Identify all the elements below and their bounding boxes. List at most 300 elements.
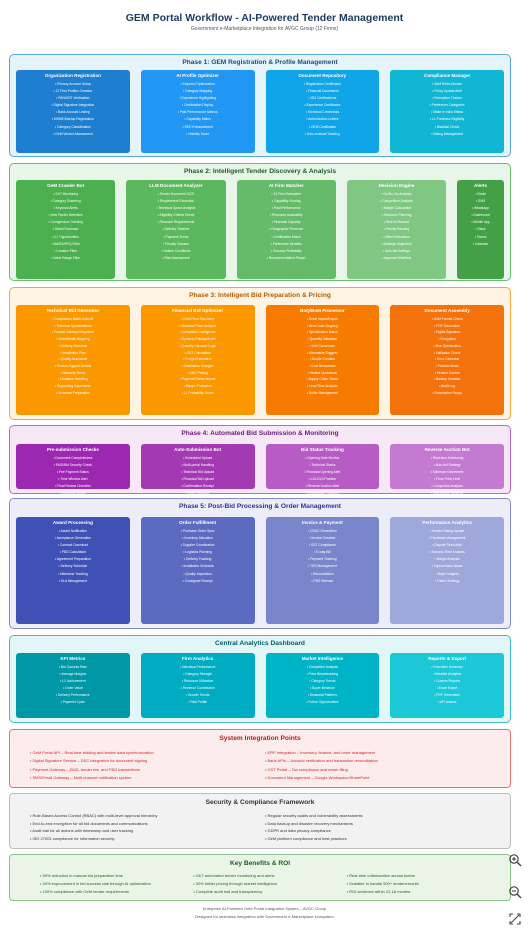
security-item: • ISO 27001 compliance for information security xyxy=(30,835,115,841)
card-item: • L1 Achievement xyxy=(60,679,86,684)
card-item: • Revenue Contribution xyxy=(180,686,215,691)
card-title: Document Assembly xyxy=(424,308,470,313)
benefits-column xyxy=(193,872,346,895)
card-item: • Agreement Preparation xyxy=(54,557,91,562)
card-item: • Supporting Documents xyxy=(55,384,91,389)
card-item: • Submission Ready xyxy=(432,390,462,395)
card-item: • Size Optimization xyxy=(433,343,461,348)
card-item: • GeM Rules Monitor xyxy=(431,82,463,86)
benefits-item: • 30% better pricing through market intelligence xyxy=(193,880,278,886)
card-item: • Auto-renewal Tracking xyxy=(305,131,340,136)
card-item: • Historical Price Analysis xyxy=(179,323,217,328)
card-item: • GeM Vendor Assessment xyxy=(53,131,93,136)
card-title: Award Processing xyxy=(52,520,93,525)
benefits-item: • 24/7 automated tender monitoring and alerts xyxy=(193,873,275,878)
footer-line-1: Enterprise AI-Powered GeM Portal Integration System – AVGC Group xyxy=(202,906,327,911)
card-item: • Individual Performance xyxy=(179,665,216,669)
card-title: Alerts xyxy=(474,183,488,188)
benefits-item: • Scalable to handle 500+ tenders/month xyxy=(346,880,419,886)
card-item: • Penalty Clauses xyxy=(162,241,189,246)
card-item: • 12 Firm Evaluation xyxy=(271,192,301,196)
card-item: • Resource Availability xyxy=(269,213,303,218)
card-item: • 24/7 Monitoring xyxy=(53,192,79,196)
card-item: • Technical Specs Analysis xyxy=(156,206,196,211)
card-item: • Registration Certificates xyxy=(303,82,341,86)
card-item: • Competitor Analysis xyxy=(431,484,463,489)
card-item: • TDS Management xyxy=(307,564,337,569)
card-item: • Executive Summary xyxy=(431,665,463,669)
card-item: • Price Benchmarking xyxy=(306,672,339,677)
card-item: • Custom Reports xyxy=(434,679,461,684)
card-title: AI Profile Optimizer xyxy=(176,73,219,78)
phase-4-title: Phase 4: Automated Bid Submission & Monitoring xyxy=(181,430,339,437)
security-item: • GDPR and data privacy compliance xyxy=(265,828,331,834)
card-item: • L1 Purchase Eligibility xyxy=(429,117,465,122)
card-title: Decision Engine xyxy=(378,183,415,188)
card-item: • Category Scanning xyxy=(50,199,81,204)
card-item: • Go/No-Go Analysis xyxy=(381,192,412,196)
card-item: • PDF Generation xyxy=(434,323,461,328)
card-item: • Award Notification xyxy=(58,529,88,533)
integration-item: • SMS/Email Gateway – Multi-channel notification system xyxy=(30,775,132,781)
card-item: • Fee Payment Status xyxy=(56,470,89,475)
card-title: Market Intelligence xyxy=(301,656,344,661)
card-item: • Eligibility Criteria Check xyxy=(157,213,195,218)
card-item: • Authorization Letters xyxy=(306,117,339,122)
card-title: Technical Bid Generator xyxy=(46,308,100,313)
card-item: • Competitor Analysis xyxy=(306,665,338,669)
process-card xyxy=(390,517,504,624)
card-item: • 12 Firm Profiles Creation xyxy=(53,89,93,94)
card-item: • Specification Match xyxy=(307,330,338,335)
security-item: • Regular security audits and vulnerability assessments xyxy=(265,813,363,818)
benefits-item: • 100% compliance with GeM tender requirements xyxy=(40,888,129,894)
card-item: • Delivery Performance xyxy=(55,693,90,698)
phase-3-section xyxy=(9,287,511,420)
card-item: • Freight Estimation xyxy=(183,357,212,362)
process-card xyxy=(347,180,446,279)
card-item: • CRAC Generation xyxy=(308,529,337,533)
card-item: • SEO Enhancement xyxy=(182,124,213,129)
benefits-item: • 40% improvement in bid success rate through AI optimization xyxy=(40,880,151,886)
card-item: • Quantity Validation xyxy=(307,337,338,342)
card-item: • Delivery Schedule xyxy=(58,343,88,348)
card-item: • Category Mapping xyxy=(183,89,213,94)
card-item: • Excel Import/Export xyxy=(306,317,338,321)
card-item: • Strategic Alignment xyxy=(381,241,412,246)
zoom-out-button[interactable] xyxy=(507,884,523,900)
diagram-subtitle: Government e-Marketplace Integration for AVGC Group (12 Firms) xyxy=(190,26,339,32)
integration-item: • Payment Gateway – EMD, tender fee, and PBG transactions xyxy=(30,766,140,772)
card-item: • Detailed Analytics xyxy=(433,672,462,677)
card-item: • Margin Protection xyxy=(183,384,212,389)
phase-2-cards xyxy=(16,180,504,279)
process-card xyxy=(126,180,225,279)
card-item: • Vendor Quotations xyxy=(307,370,338,375)
card-item: • Product Catalog Integration xyxy=(51,330,94,335)
security-column xyxy=(265,812,500,842)
card-title: Reports & Export xyxy=(428,656,467,661)
card-item: • GeM Price Discovery xyxy=(181,317,215,321)
card-item: • Future Strategy xyxy=(434,578,460,583)
card-item: • Experience Highlighting xyxy=(179,96,216,101)
card-item: • Category Strength xyxy=(183,672,213,677)
card-item: • Corrigendum Tracking xyxy=(48,220,83,225)
fit-screen-button[interactable] xyxy=(507,911,523,927)
process-card xyxy=(141,305,255,415)
card-item: • Certification Match xyxy=(271,234,301,239)
card-item: • Bid Success Rate xyxy=(58,665,87,669)
card-item: • Payment Tracking xyxy=(308,557,337,562)
card-item: • Visibility Score xyxy=(185,131,210,136)
card-item: • Margin Calculation xyxy=(381,206,412,211)
card-item: • Clarification Tracking xyxy=(306,491,339,496)
card-item: • Digital Signature xyxy=(433,330,461,335)
card-item: • Payment Cycle xyxy=(60,700,85,705)
card-item: • Digital Signature Integration xyxy=(51,103,95,108)
card-item: • Category Trends xyxy=(309,679,336,684)
card-item: • Competitor Intelligence xyxy=(179,330,216,335)
benefits-item: • 90% reduction in manual bid preparation time xyxy=(40,873,124,878)
card-item: • Dashboard xyxy=(471,213,490,218)
card-item: • Bid/RA/RFQ Filter xyxy=(51,241,80,246)
footer-line-2: Designed for seamless integration with Government e-Marketplace ecosystem xyxy=(195,914,334,919)
card-item: • Invoice Creation xyxy=(309,536,336,541)
card-item: • Logistics Planning xyxy=(183,550,212,555)
card-item: • Unit Conversion xyxy=(309,343,336,348)
card-item: • SLA Management xyxy=(58,578,88,583)
card-item: • Compliance Matrix Auto-fill xyxy=(52,317,94,321)
card-item: • Experience Certificates xyxy=(304,103,341,108)
process-card xyxy=(390,444,504,496)
card-item: • Capability Scoring xyxy=(271,199,301,204)
card-title: Pre-submission Checks xyxy=(46,447,99,452)
analytics-dashboard-title: Central Analytics Dashboard xyxy=(215,640,305,647)
card-item: • Reconciliation xyxy=(311,571,334,576)
process-card xyxy=(141,70,255,153)
card-item: • Quantity Discount Logic xyxy=(179,343,217,348)
benefits-item: • Real-time collaboration across teams xyxy=(346,873,415,878)
card-item: • EMD/Bid Security Check xyxy=(53,463,92,468)
card-title: KPI Metrics xyxy=(60,656,86,661)
card-item: • Priority Ranking xyxy=(383,227,410,232)
card-item: • Past Performance xyxy=(271,206,301,211)
card-item: • Auto-bid Settings xyxy=(382,248,410,253)
card-title: GeM Crawler Bot xyxy=(47,183,85,188)
integration-title: System Integration Points xyxy=(219,735,301,742)
card-item: • PDF Generation xyxy=(434,693,461,698)
card-item: • Risk Profile xyxy=(188,700,207,705)
card-item: • Floor Price Limit xyxy=(434,477,461,482)
process-card xyxy=(390,305,504,415)
process-card xyxy=(266,653,380,718)
card-item: • Quality Inspection xyxy=(183,571,212,576)
card-item: • Success Rate Analysis xyxy=(429,550,465,555)
card-item: • Margin Analysis xyxy=(434,557,460,562)
card-item: • GST Calculation xyxy=(184,350,211,355)
card-item: • PBG Release xyxy=(311,578,334,583)
card-item: • Technical Specifications xyxy=(54,323,92,328)
card-item: • New Tender Detection xyxy=(48,213,83,218)
integration-column xyxy=(265,749,500,783)
card-item: • Lead Time Analysis xyxy=(307,384,338,389)
card-item: • Recommendation Report xyxy=(266,255,306,260)
process-card xyxy=(266,70,380,153)
card-item: • Installation Schedule xyxy=(181,564,214,569)
card-item: • Contract Download xyxy=(57,543,88,548)
card-item: • Location Filter xyxy=(54,248,78,253)
card-item: • Exemption Tracker xyxy=(432,96,462,101)
benefits-column xyxy=(40,872,193,895)
card-item: • Resource Utilization xyxy=(181,679,214,684)
card-title: BoQ/BoM Processor xyxy=(300,308,345,313)
card-item: • Risk vs Reward xyxy=(383,220,409,225)
card-item: • Calendar xyxy=(472,241,489,246)
phase-3-cards xyxy=(16,305,504,415)
card-item: • SMS xyxy=(475,199,486,204)
process-card xyxy=(16,653,130,718)
benefits-item: • Complete audit trail and transparency xyxy=(193,888,263,894)
integration-column xyxy=(30,749,265,783)
integration-section xyxy=(9,729,511,788)
card-item: • Hidden Conditions xyxy=(161,248,191,253)
card-item: • Error Detection xyxy=(435,357,460,362)
process-card xyxy=(266,305,380,415)
card-item: • Mobile App xyxy=(471,220,490,225)
card-item: • E-way Bill xyxy=(314,550,331,555)
benefits-section xyxy=(9,854,511,901)
card-item: • Time Window Alert xyxy=(58,477,88,482)
diagram-title: GEM Portal Workflow - AI-Powered Tender Management xyxy=(125,12,404,24)
card-item: • Direct Purchase xyxy=(52,227,79,232)
process-card xyxy=(266,517,380,624)
card-item: • Last Minute Strategy xyxy=(430,491,464,496)
card-item: • Item Code Mapping xyxy=(306,323,338,328)
card-item: • Dispute Resolution xyxy=(432,543,462,548)
card-item: • Requirement Extraction xyxy=(157,199,195,204)
card-item: • Supplier Coordination xyxy=(180,543,215,548)
card-title: LLM Document Analyzer xyxy=(149,183,203,188)
card-item: • Audit Log xyxy=(439,384,456,389)
card-item: • Bundle Creation xyxy=(309,357,336,362)
process-card xyxy=(266,444,380,496)
card-item: • Geographic Presence xyxy=(269,227,304,232)
card-item: • Scheduled Upload xyxy=(183,456,213,460)
card-item: • Error Handling xyxy=(185,491,210,496)
card-title: Reverse Auction Bot xyxy=(424,447,470,452)
card-item: • Version Control xyxy=(434,370,460,375)
zoom-out-icon xyxy=(508,885,522,899)
card-item: • Teams xyxy=(474,234,487,239)
card-item: • Improvement Areas xyxy=(431,564,463,569)
card-item: • Primary Account Setup xyxy=(55,82,91,86)
card-item: • Opening Date Monitor xyxy=(305,456,340,460)
card-item: • PAN/GST Verification xyxy=(56,96,90,101)
integration-item: • Digital Signature Service – DSC integration for document signing xyxy=(30,758,148,764)
card-item: • Excel Export xyxy=(436,686,458,691)
card-title: AI Firm Matcher xyxy=(268,183,304,188)
process-card xyxy=(141,653,255,718)
card-item: • Approval Workflow xyxy=(381,255,412,260)
card-title: Financial Bid Optimizer xyxy=(172,308,224,313)
card-item: • Preview Mode xyxy=(435,363,459,368)
phase-4-section xyxy=(9,425,511,494)
integration-item: • ERP Integration – Inventory, finance, and order management xyxy=(265,750,376,755)
phase-1-section xyxy=(9,54,511,157)
benefits-title: Key Benefits & ROI xyxy=(229,860,291,867)
card-item: • Effort Estimation xyxy=(383,234,410,239)
card-item: • Milestone Tracking xyxy=(58,571,88,576)
card-title: Bid Status Tracking xyxy=(300,447,344,452)
card-item: • Make in India Status xyxy=(431,110,464,115)
card-item: • Warranty Terms xyxy=(60,370,86,375)
phase-1-title: Phase 1: GEM Registration & Profile Management xyxy=(182,59,338,66)
card-item: • Delivery Tracking xyxy=(183,557,212,562)
security-title: Security & Compliance Framework xyxy=(205,799,315,806)
analytics-dashboard-section xyxy=(9,635,511,723)
card-item: • Financial Opening Alert xyxy=(304,470,341,475)
integration-item: • GST Portal – Tax compliance and return filing xyxy=(265,766,348,772)
card-item: • L1 Probability Score xyxy=(181,390,214,395)
card-title: Firm Analytics xyxy=(181,656,214,661)
card-title: Organization Registration xyxy=(44,73,101,78)
card-item: • Confirmation Receipt xyxy=(181,484,215,489)
card-item: • Vendor Rating Update xyxy=(429,529,465,533)
card-item: • WhatsApp xyxy=(471,206,490,211)
card-title: Performance Analytics xyxy=(422,520,472,525)
card-title: Auto-Submission Bot xyxy=(174,447,222,452)
process-card xyxy=(16,180,115,279)
card-item: • ISO Certifications xyxy=(308,96,337,101)
card-item: • Final Review Checklist xyxy=(55,484,91,489)
card-item: • GeM Format Check xyxy=(431,317,463,321)
card-item: • Consignee Receipt xyxy=(182,578,213,583)
card-item: • Multi-portal Handling xyxy=(181,463,214,468)
process-card xyxy=(16,517,130,624)
integration-item: • Bank APIs – Account verification and transaction reconciliation xyxy=(265,758,378,764)
card-item: • Average Margins xyxy=(59,672,87,677)
card-item: • Order Value xyxy=(63,686,83,691)
card-item: • Feedback Management xyxy=(428,536,466,541)
card-title: Order Fulfillment xyxy=(179,520,217,525)
security-item: • GeM platform compliance and best practices xyxy=(265,835,347,841)
zoom-in-icon xyxy=(508,853,522,867)
integration-item: • Document Management – Google Workspace/SharePoint xyxy=(265,775,370,781)
benefits-item: • ROI achieved within 12-18 months xyxy=(346,888,411,894)
process-card xyxy=(16,70,130,153)
card-item: • Approval Status xyxy=(60,491,86,496)
integration-item: • GeM Portal API – Real-time bidding and tender data synchronization xyxy=(30,750,154,755)
security-column xyxy=(30,812,265,842)
process-card xyxy=(141,444,255,496)
card-item: • Preference Categories xyxy=(429,103,465,108)
card-item: • Make/Model Mapping xyxy=(56,337,90,342)
card-item: • Acceptance Generation xyxy=(54,536,92,541)
process-card xyxy=(16,305,130,415)
phase-2-title: Phase 2: Intelligent Tender Discovery & Analysis xyxy=(183,168,337,175)
card-item: • Keyword Optimization xyxy=(180,82,215,86)
security-item: • End-to-end encryption for all bid documents and communications xyxy=(30,820,148,826)
process-card xyxy=(237,180,336,279)
card-item: • Policy Update Alert xyxy=(432,89,463,94)
card-item: • Delivery Schedule xyxy=(58,564,88,569)
card-item: • Annexure Preparation xyxy=(55,390,90,395)
analytics-dashboard-cards xyxy=(16,653,504,718)
card-item: • Deviation Handling xyxy=(58,377,88,382)
card-item: • Value Range Filter xyxy=(51,255,81,260)
card-item: • Validation Check xyxy=(433,350,461,355)
card-item: • Service Support Details xyxy=(54,363,92,368)
benefits-column xyxy=(347,872,500,895)
card-item: • Encryption xyxy=(438,337,456,342)
card-item: • Technical Status xyxy=(309,463,336,468)
card-item: • Backup Creation xyxy=(433,377,461,382)
card-item: • Past Performance Metrics xyxy=(177,110,218,115)
card-item: • Email xyxy=(475,192,486,196)
card-title: Compliance Manager xyxy=(424,73,471,78)
fit-screen-icon xyxy=(508,912,522,926)
card-item: • Auto-bid Strategy xyxy=(433,463,461,468)
card-item: • Bank Account Linking xyxy=(56,110,90,115)
process-card xyxy=(390,70,504,153)
phase-5-title: Phase 5: Post-Bid Processing & Order Management xyxy=(179,503,341,510)
process-card xyxy=(16,444,130,496)
card-item: • Buyer Insights xyxy=(435,571,459,576)
phase-2-section xyxy=(9,163,511,281)
process-card xyxy=(390,653,504,718)
card-item: • API Access xyxy=(437,700,457,705)
card-item: • Supply Chain Check xyxy=(306,377,339,382)
phase-5-section xyxy=(9,498,511,629)
phase-1-cards xyxy=(16,70,504,153)
card-item: • Reverse Auction Alert xyxy=(305,484,340,489)
card-item: • Seasonal Patterns xyxy=(307,693,337,698)
card-item: • Rating Management xyxy=(431,131,463,136)
card-item: • Cost Breakdown xyxy=(309,363,336,368)
card-item: • Installation Charges xyxy=(182,363,214,368)
card-item: • Preference Benefits xyxy=(270,241,302,246)
card-item: • Financial Documents xyxy=(305,89,339,94)
card-item: • OEM Certificates xyxy=(308,124,336,129)
card-item: • PBG Calculation xyxy=(59,550,86,555)
phase-3-title: Phase 3: Intelligent Bid Preparation & Pricing xyxy=(189,292,331,299)
zoom-in-button[interactable] xyxy=(507,852,523,868)
card-item: • Technical Bid Upload xyxy=(181,470,215,475)
card-title: Invoice & Payment xyxy=(301,520,343,525)
card-item: • Risk Assessment xyxy=(162,255,190,260)
card-item: • L1 Opportunities xyxy=(52,234,79,239)
card-item: • Purchase Order Sync xyxy=(180,529,215,533)
card-item: • Growth Trends xyxy=(185,693,210,698)
card-item: • Dynamic Pricing Model xyxy=(179,337,216,342)
card-item: • Payment Terms Impact xyxy=(179,377,216,382)
phase-5-cards xyxy=(16,517,504,624)
card-item: • Payment Terms xyxy=(163,234,189,239)
card-item: • Financial Capacity xyxy=(271,220,301,225)
card-item: • Financial Requirements xyxy=(157,220,195,225)
security-item: • Data backup and disaster recovery mechanisms xyxy=(265,820,353,826)
card-item: • Quality Assurance xyxy=(58,357,88,362)
card-item: • Document Completeness xyxy=(53,456,93,460)
card-item: • Installation Plan xyxy=(60,350,86,355)
card-item: • Financial Bid Upload xyxy=(181,477,214,482)
card-item: • Alternative Suggest xyxy=(307,350,338,355)
card-item: • Future Opportunities xyxy=(306,700,339,705)
card-item: • AMC Pricing xyxy=(187,370,208,375)
card-item: • Inventory Allocation xyxy=(182,536,213,541)
card-item: • Competition Analysis xyxy=(380,199,413,204)
security-item: • Role-Based Access Control (RBAC) with multi-level approval hierarchy xyxy=(30,813,158,818)
